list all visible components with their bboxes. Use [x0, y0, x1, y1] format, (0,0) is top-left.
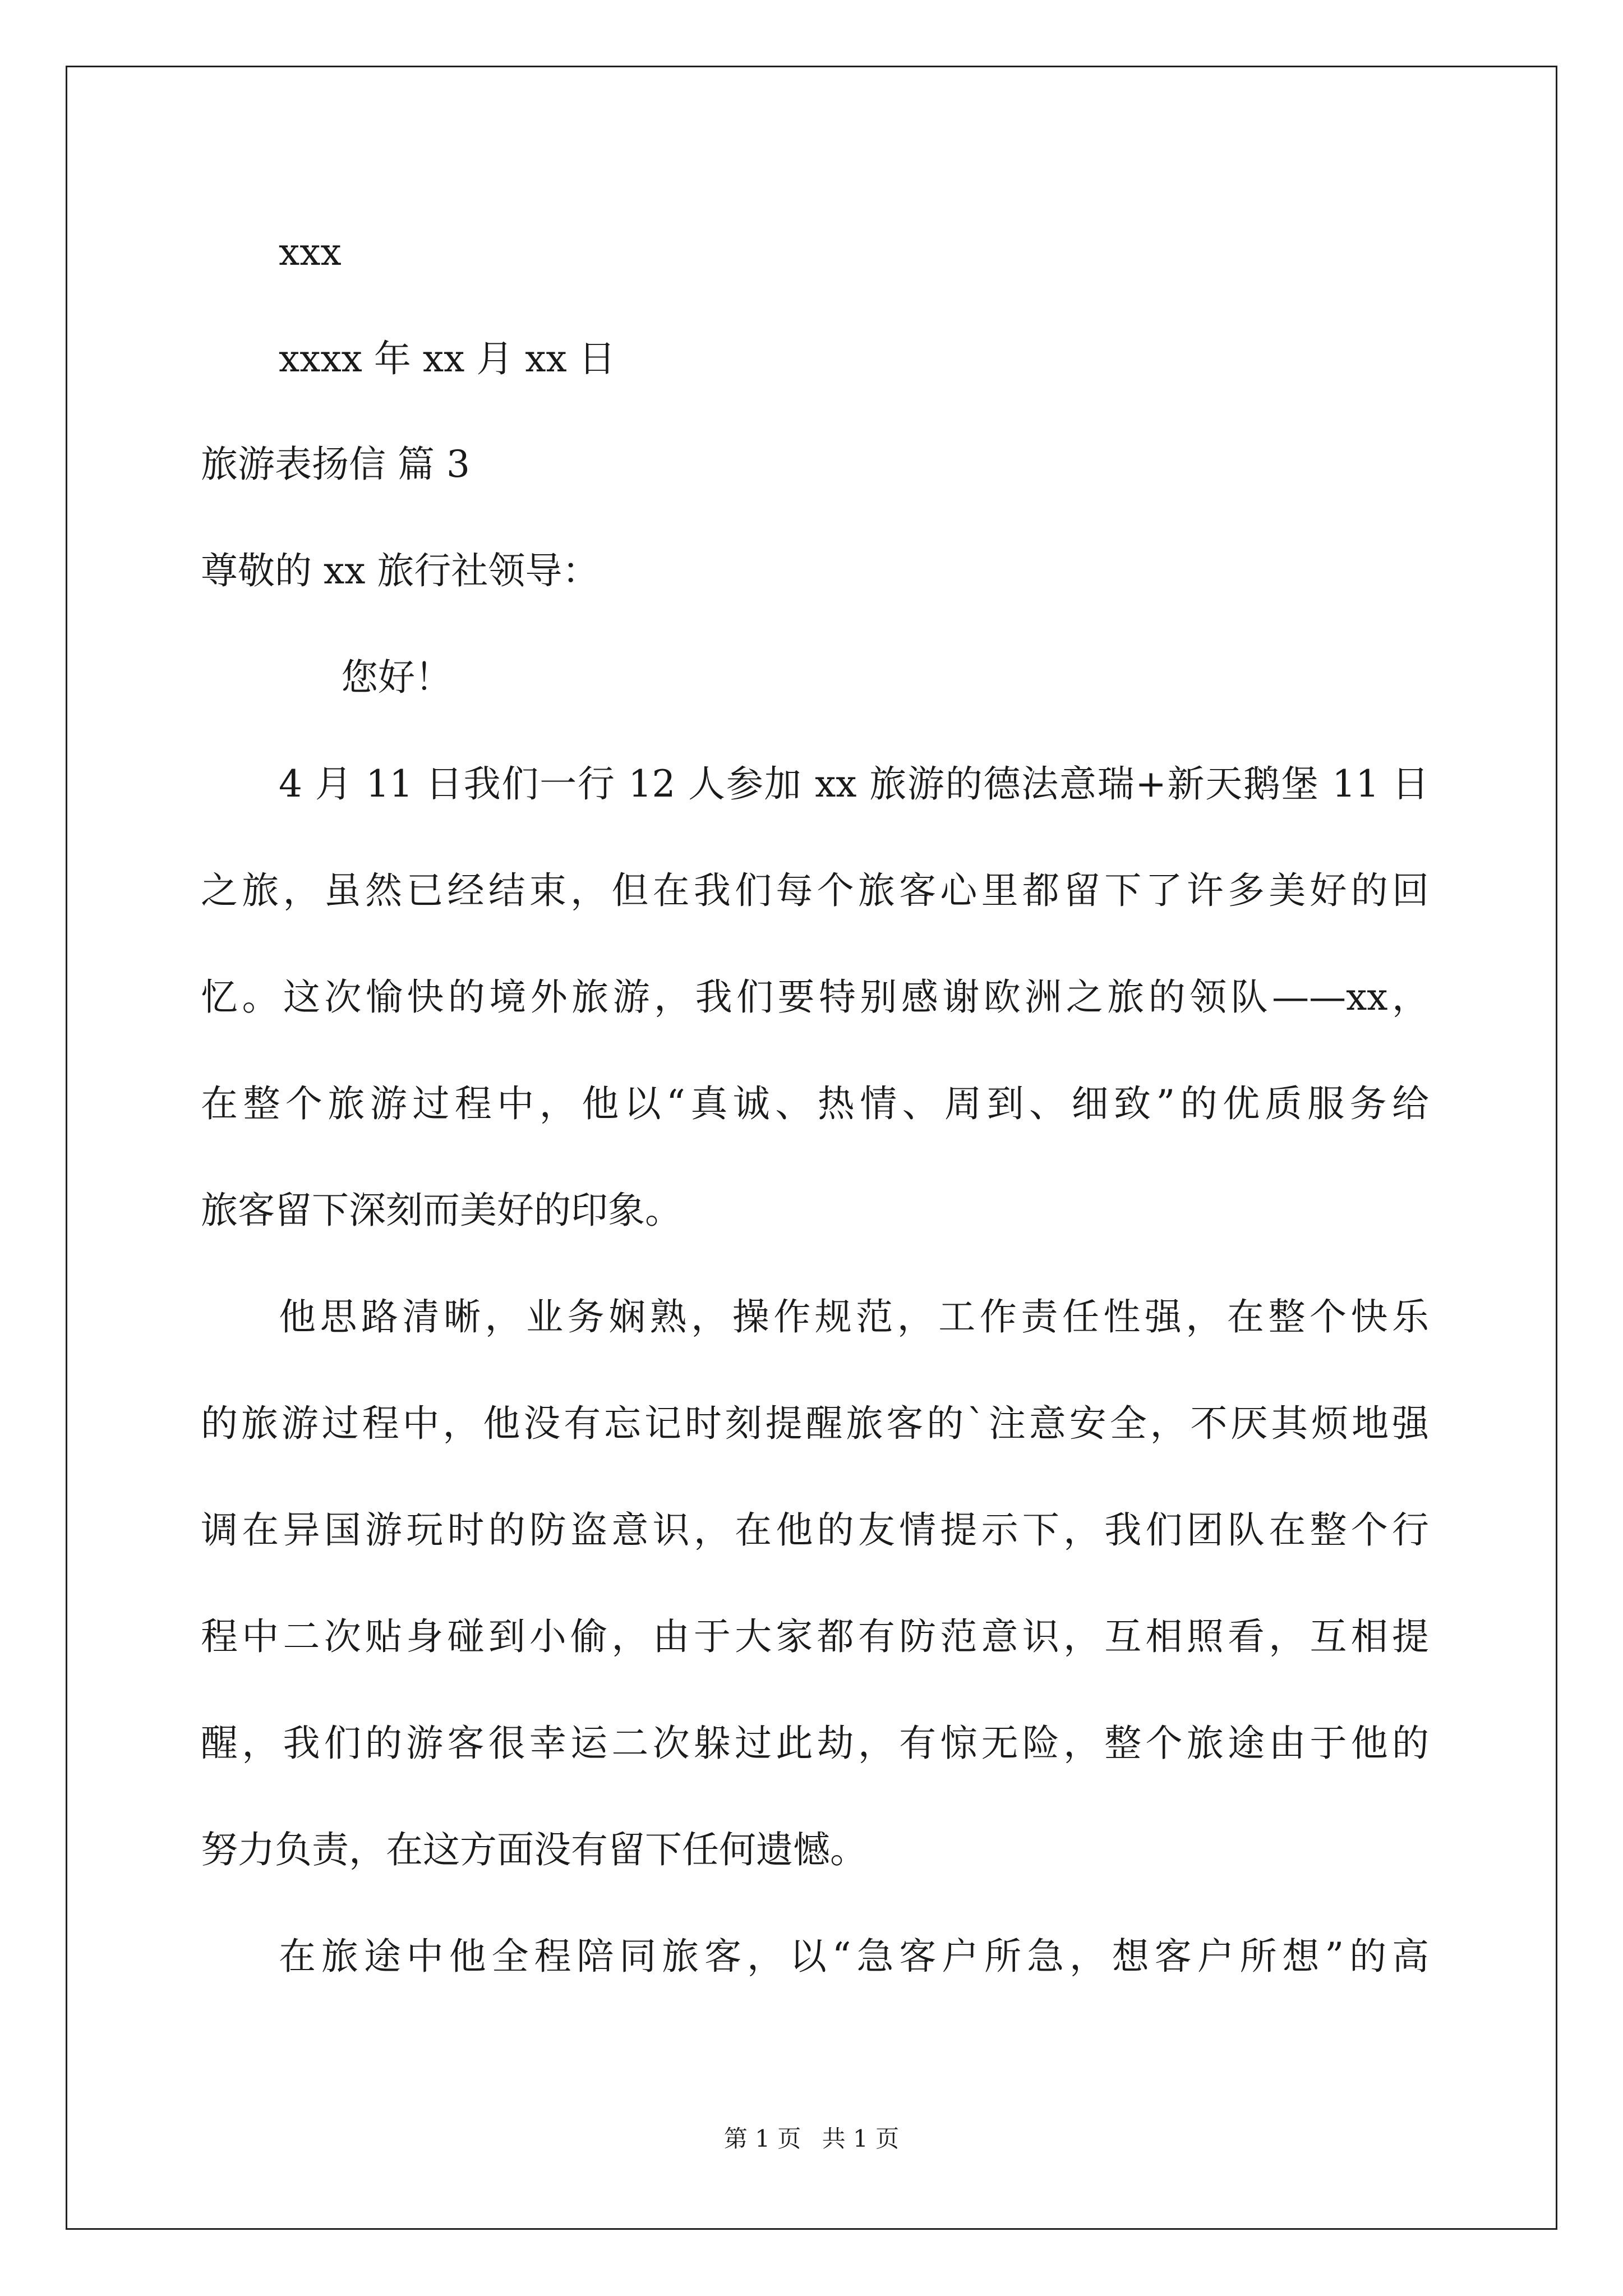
paragraph-1-line-4: 在整个旅游过程中，他以“真诚、热情、周到、细致”的优质服务给: [201, 1082, 1429, 1125]
paragraph-3-line-1: 在旅途中他全程陪同旅客，以“急客户所急，想客户所想”的高: [279, 1935, 1429, 1978]
paragraph-2-line-3: 调在异国游玩时的防盗意识，在他的友情提示下，我们团队在整个行: [201, 1508, 1429, 1552]
paragraph-1-line-2: 之旅，虽然已经结束，但在我们每个旅客心里都留下了许多美好的回: [201, 869, 1429, 912]
salutation: 尊敬的 xx 旅行社领导：: [201, 549, 600, 592]
page-total: 共 1 页: [822, 2125, 900, 2152]
letter-date: xxxx 年 xx 月 xx 日: [279, 337, 616, 380]
signer-name: xxx: [279, 231, 342, 274]
paragraph-2-line-5: 醒，我们的游客很幸运二次躲过此劫，有惊无险，整个旅途由于他的: [201, 1722, 1429, 1765]
paragraph-2-line-4: 程中二次贴身碰到小偷，由于大家都有防范意识，互相照看，互相提: [201, 1615, 1429, 1658]
paragraph-1-line-5: 旅客留下深刻而美好的印象。: [201, 1189, 682, 1232]
paragraph-1-line-3: 忆。这次愉快的境外旅游，我们要特别感谢欧洲之旅的领队——xx，: [201, 976, 1429, 1019]
paragraph-2-line-6: 努力负责，在这方面没有留下任何遗憾。: [201, 1828, 867, 1871]
paragraph-2-line-2: 的旅游过程中，他没有忘记时刻提醒旅客的`注意安全，不厌其烦地强: [201, 1402, 1429, 1445]
page-footer: [0, 2127, 1623, 2151]
paragraph-1-line-1: 4 月 11 日我们一行 12 人参加 xx 旅游的德法意瑞+新天鹅堡 11 日: [279, 762, 1429, 806]
paragraph-2-line-1: 他思路清晰，业务娴熟，操作规范，工作责任性强，在整个快乐: [279, 1295, 1429, 1338]
section-title: 旅游表扬信 篇 3: [201, 443, 470, 486]
page-number: 第 1 页: [723, 2125, 801, 2152]
greeting: 您好！: [341, 656, 452, 699]
page-frame: [66, 66, 1557, 2230]
